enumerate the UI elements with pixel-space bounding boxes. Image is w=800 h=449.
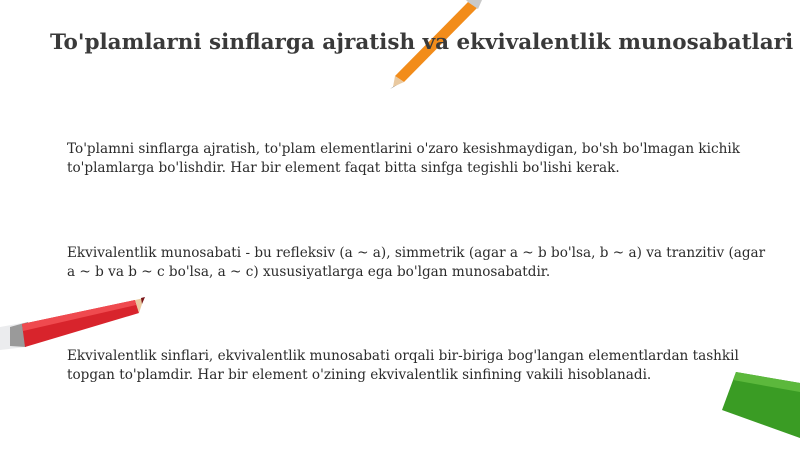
paragraph-equivalence-classes: Ekvivalentlik sinflari, ekvivalentlik munosabati orqali bir-biriga bog'langan elementlardan tashkil topgan to'plamdir. Har bir element o'zining ekvivalentlik sinfining vakili hisoblanadi. <box>67 347 739 383</box>
paragraph-equivalence-relation: Ekvivalentlik munosabati - bu refleksiv (a ~ a), simmetrik (agar a ~ b bo'lsa, b ~ a) va tranzitiv (agar a ~ b va b ~ c bo'lsa, a ~ c) xususiyatlarga ega bo'lgan munosabatdir. <box>67 244 766 280</box>
paragraph-partition: To'plamni sinflarga ajratish, to'plam elementlarini o'zaro kesishmaydigan, bo'sh bo'lmagan kichik to'plamlarga bo'lishdir. Har bir element faqat bitta sinfga tegishli bo'lishi kerak. <box>67 140 740 176</box>
red-pencil-icon <box>0 297 145 350</box>
slide-title: To'plamlarni sinflarga ajratish va ekvivalentlik munosabatlari <box>50 30 794 55</box>
